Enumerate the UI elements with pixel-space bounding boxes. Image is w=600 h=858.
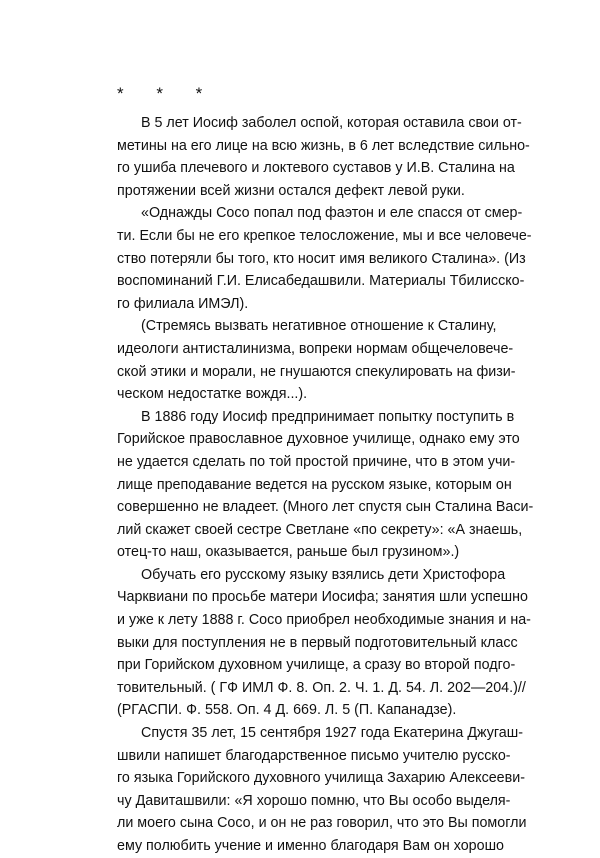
text-line: го языка Горийского духовного училища Захарию Алексееви- (117, 770, 525, 787)
text-line: Чарквиани по просьбе матери Иосифа; занятия шли успешно (117, 589, 528, 606)
text-line: В 5 лет Иосиф заболел оспой, которая оставила свои от- (141, 115, 522, 131)
text-line: лий скажет своей сестре Светлане «по секрету»: «А знаешь, (117, 521, 523, 538)
text-line: при Горийском духовном училище, а сразу во второй подго- (117, 657, 516, 674)
book-page (117, 84, 534, 858)
paragraph (117, 112, 530, 202)
text-line: идеологи антисталинизма, вопреки нормам общечеловече- (117, 340, 514, 357)
text-line: отец-то наш, оказывается, раньше был грузином».) (117, 544, 460, 561)
section-separator: * * * (117, 84, 217, 103)
text-line: ской этики и морали, не гнушаются спекулировать на физи- (117, 363, 516, 380)
text-line: го филиала ИМЭЛ). (117, 295, 249, 312)
body-text (117, 112, 534, 858)
text-line: го ушиба плечевого и локтевого суставов у И.В. Сталина на (117, 160, 515, 177)
text-line: (РГАСПИ. Ф. 558. Оп. 4 Д. 669. Л. 5 (П. Капанадзе). (117, 702, 457, 719)
text-line: товительный. ( ГФ ИМЛ Ф. 8. Оп. 2. Ч. 1. Д. 54. Л. 202—204.)// (117, 679, 526, 696)
text-line: «Однажды Сосо попал под фаэтон и еле спасся от смер- (141, 205, 523, 222)
text-line: воспоминаний Г.И. Елисабедашвили. Материалы Тбилисско- (117, 273, 525, 290)
text-line: и уже к лету 1888 г. Сосо приобрел необходимые знания и на- (117, 612, 531, 629)
text-line: В 1886 году Иосиф предпринимает попытку поступить в (141, 408, 515, 425)
paragraph (117, 564, 531, 722)
text-line: не удается сделать по той простой причине, что в этом учи- (117, 453, 516, 470)
text-line: ство потеряли бы того, кто носит имя великого Сталина». (Из (117, 250, 526, 267)
paragraph (117, 202, 532, 315)
text-line: метины на его лице на всю жизнь, в 6 лет вследствие сильно- (117, 137, 530, 154)
paragraph (117, 315, 516, 405)
text-line: Горийское православное духовное училище, однако ему это (117, 431, 520, 448)
text-line: (Стремясь вызвать негативное отношение к Сталину, (141, 318, 497, 335)
text-line: чу Давиташвили: «Я хорошо помню, что Вы особо выделя- (117, 792, 511, 809)
text-line: Спустя 35 лет, 15 сентября 1927 года Екатерина Джугаш- (141, 725, 523, 742)
paragraph (117, 722, 527, 858)
text-line: протяжении всей жизни остался дефект левой руки. (117, 182, 465, 199)
text-line: лище преподавание ведется на русском языке, которым он (117, 476, 512, 493)
text-line: Обучать его русскому языку взялись дети Христофора (141, 566, 506, 583)
text-line: совершенно не владеет. (Много лет спустя сын Сталина Васи- (117, 499, 534, 516)
text-line: ти. Если бы не его крепкое телосложение, мы и все человече- (117, 227, 532, 244)
text-line: выки для поступления не в первый подготовительный класс (117, 634, 518, 651)
text-line: ческом недостатке вождя...). (117, 386, 308, 403)
text-line: швили напишет благодарственное письмо учителю русско- (117, 747, 511, 764)
text-line: ли моего сына Сосо, и он не раз говорил, что это Вы помогли (117, 815, 527, 832)
paragraph (117, 406, 534, 564)
text-line: ему полюбить учение и именно благодаря Вам он хорошо (117, 838, 504, 854)
